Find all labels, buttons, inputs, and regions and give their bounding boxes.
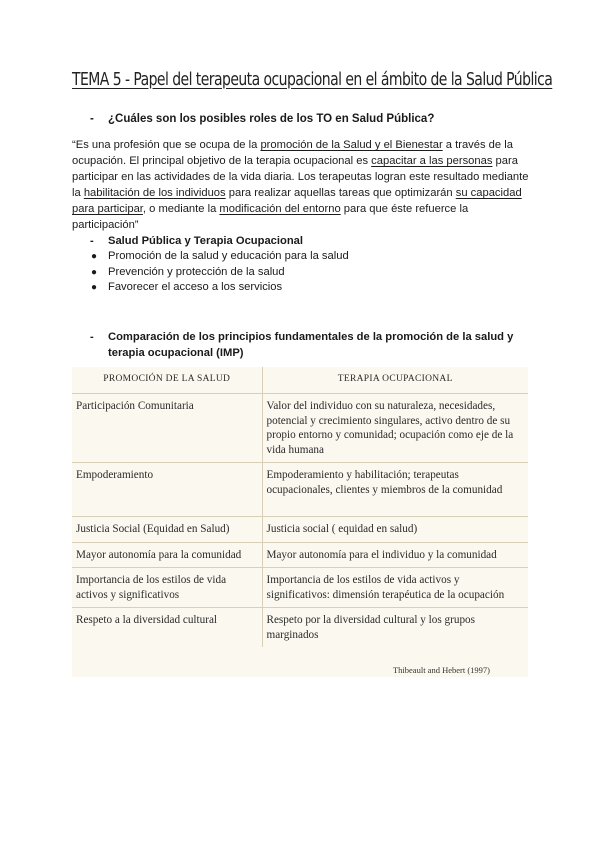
definition-paragraph (72, 137, 532, 233)
list-item (90, 280, 349, 296)
table-cell: Importancia de los estilos de vida activos y significativos: dimensión terapéutica de la ocupación (262, 568, 528, 608)
section-title: Salud Pública y Terapia Ocupacional (108, 235, 304, 247)
table-row (72, 463, 528, 517)
table-row (72, 542, 528, 568)
text-span: ocupación. El principal objetivo de la terapia ocupacional es (72, 155, 372, 167)
text-span: para (492, 155, 518, 167)
table-cell: Empoderamiento (72, 463, 262, 517)
text-span: , o mediante la (142, 203, 220, 215)
table-cell: Justicia social ( equidad en salud) (262, 517, 528, 543)
underlined-phrase: promoción de la Salud y el Bienestar (260, 139, 443, 151)
comparison-table-image (72, 367, 528, 677)
paragraph-line (72, 153, 532, 169)
text-span: para realizar aquellas tareas que optimizarán (225, 187, 456, 199)
comparison-table (72, 367, 528, 647)
table-cell: Empoderamiento y habilitación; terapeutas ocupacionales, clientes y miembros de la comunidad (262, 463, 528, 517)
table-cell: Participación Comunitaria (72, 394, 262, 463)
list-item (90, 265, 349, 281)
text-span: a través de la (442, 139, 513, 151)
paragraph-line (72, 137, 532, 153)
table-row (72, 568, 528, 608)
section-title: Comparación de los principios fundamentales de la promoción de la salud y terapia ocupacional (IMP) (108, 331, 514, 359)
question-bullet: - (90, 113, 94, 125)
table-citation: Thibeault and Hebert (1997) (392, 665, 490, 675)
table-cell: Mayor autonomía para el individuo y la comunidad (262, 542, 528, 568)
underlined-phrase: modificación del entorno (219, 203, 341, 215)
paragraph-line: participar en las actividades de la vida diaria. Los terapeutas logran este resultado mediante (72, 171, 529, 183)
column-header: PROMOCIÓN DE LA SALUD (72, 367, 262, 394)
section-bullet: - (90, 235, 94, 247)
table-cell: Respeto a la diversidad cultural (72, 608, 262, 648)
underlined-phrase: su capacidad (455, 187, 522, 199)
column-header: TERAPIA OCUPACIONAL (262, 367, 528, 394)
underlined-phrase: habilitación de los individuos (83, 187, 226, 199)
table-cell: Valor del individuo con su naturaleza, necesidades, potencial y crecimiento singulares, activo dentro de su propio entorno y comunidad; ocupación como eje de la vida humana (262, 394, 528, 463)
text-span: “Es una profesión que se ocupa de la (72, 139, 261, 151)
table-cell: Importancia de los estilos de vida activos y significativos (72, 568, 262, 608)
table-row (72, 394, 528, 463)
table-header-row (72, 367, 528, 394)
underlined-phrase: para participar (72, 203, 143, 215)
paragraph-line: participación” (72, 219, 139, 231)
text-span: para que éste refuerce la (340, 203, 469, 215)
bullet-list (90, 249, 349, 296)
list-item (90, 249, 349, 265)
bullet-dot-icon: ● (91, 282, 98, 293)
page-title: TEMA 5 - Papel del terapeuta ocupacional en el ámbito de la Salud Pública (72, 70, 553, 90)
section-bullet: - (90, 331, 94, 343)
table-cell: Respeto por la diversidad cultural y los grupos marginados (266, 614, 475, 641)
list-item-text: Promoción de la salud y educación para la salud (108, 250, 349, 262)
table-cell: Mayor autonomía para la comunidad (72, 542, 262, 568)
bullet-dot-icon: ● (91, 251, 98, 262)
question-text: ¿Cuáles son los posibles roles de los TO en Salud Pública? (108, 113, 435, 125)
table-cell: Justicia Social (Equidad en Salud) (72, 517, 262, 543)
bullet-dot-icon: ● (91, 266, 98, 278)
table-row (72, 608, 528, 648)
list-item-text: Favorecer el acceso a los servicios (108, 281, 283, 293)
paragraph-line (72, 201, 532, 217)
underlined-phrase: capacitar a las personas (371, 155, 493, 167)
text-span: la (72, 187, 84, 199)
list-item-text: Prevención y protección de la salud (108, 265, 285, 278)
table-row (72, 517, 528, 543)
paragraph-line (72, 185, 532, 201)
